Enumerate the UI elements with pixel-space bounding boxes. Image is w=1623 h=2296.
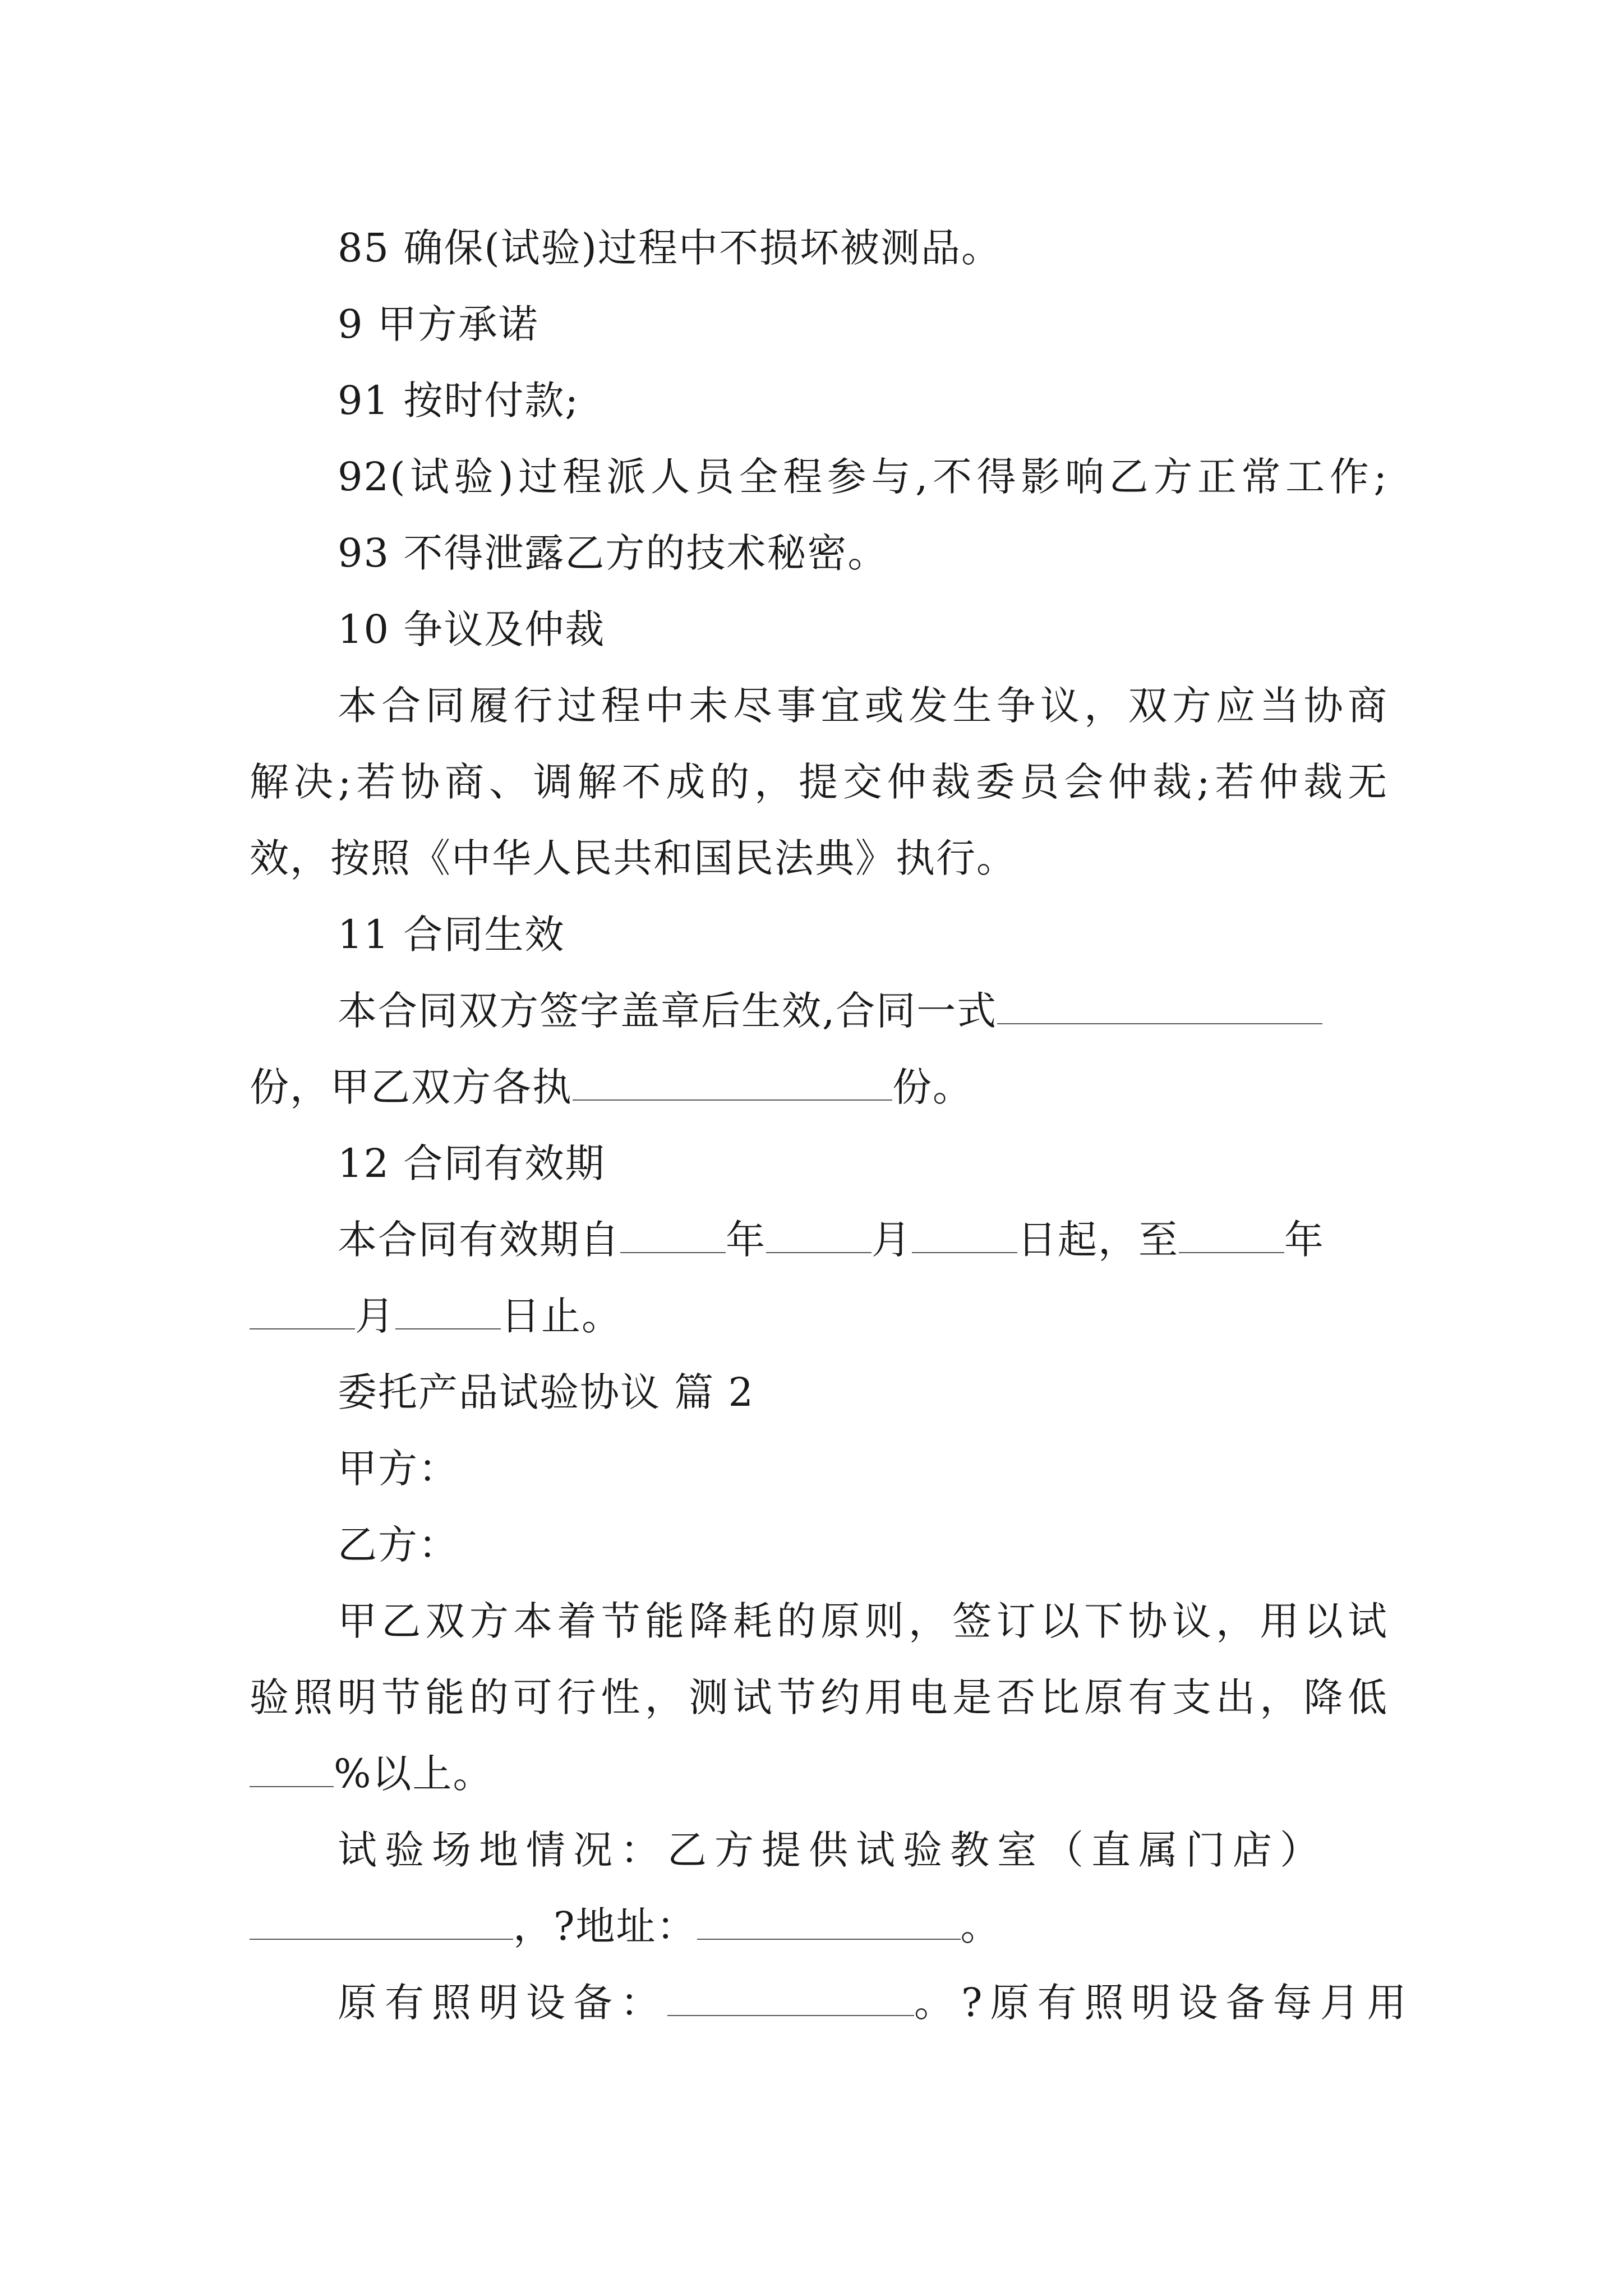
dispute-paragraph-line-2: 解决;若协商、调解不成的，提交仲裁委员会仲裁;若仲裁无	[250, 759, 1388, 805]
effect-text: 本合同双方签字盖章后生效,合同一式	[338, 988, 998, 1034]
copies-blank	[997, 988, 1322, 1024]
site-info-line-2	[250, 1901, 1388, 1952]
end-day-label: 日止。	[501, 1293, 622, 1339]
end-year-blank	[1179, 1217, 1284, 1253]
percent-text: %以上。	[334, 1751, 494, 1797]
intro-paragraph-line-3	[250, 1749, 1388, 1799]
party-a-label: 甲方：	[338, 1446, 459, 1492]
party-b-label: 乙方：	[338, 1522, 459, 1568]
agreement-2-title: 委托产品试验协议 篇 2	[338, 1369, 755, 1415]
end-month-label: 月	[355, 1293, 395, 1339]
address-blank	[697, 1904, 961, 1940]
effect-paragraph-line-1	[338, 986, 1388, 1036]
monthly-usage-text: 。?原有照明设备每月用	[914, 1980, 1414, 2026]
section-9-heading: 9 甲方承诺	[338, 301, 539, 347]
clause-9-1: 91 按时付款;	[338, 378, 579, 424]
address-label: ，?地址：	[513, 1903, 697, 1949]
dispute-paragraph-line-3: 效，按照《中华人民共和国民法典》执行。	[250, 835, 1017, 881]
section-12-heading: 12 合同有效期	[338, 1140, 606, 1186]
end-day-blank	[395, 1294, 501, 1329]
dispute-paragraph-line-1: 本合同履行过程中未尽事宜或发生争议，双方应当协商	[338, 683, 1388, 729]
clause-9-3: 93 不得泄露乙方的技术秘密。	[338, 530, 888, 576]
percent-blank	[250, 1751, 334, 1787]
section-10-heading: 10 争议及仲裁	[338, 606, 606, 652]
validity-line-1	[338, 1214, 1388, 1265]
equipment-line	[338, 1977, 1414, 2028]
validity-from-text: 本合同有效期自	[338, 1217, 620, 1263]
month-label: 月	[872, 1217, 912, 1263]
copies-each-blank	[573, 1065, 892, 1101]
each-holds-text: 份，甲乙双方各执	[250, 1064, 573, 1110]
start-day-blank	[912, 1217, 1017, 1253]
end-month-blank	[250, 1294, 355, 1329]
equipment-blank	[667, 1980, 914, 2016]
intro-paragraph-line-2: 验照明节能的可行性，测试节约用电是否比原有支出，降低	[250, 1674, 1388, 1720]
day-to-label: 日起，至	[1017, 1217, 1179, 1263]
clause-8-5: 85 确保(试验)过程中不损坏被测品。	[338, 225, 1002, 271]
validity-line-2	[250, 1291, 1388, 1341]
start-month-blank	[766, 1217, 872, 1253]
end-year-label: 年	[1284, 1217, 1325, 1263]
equipment-label: 原有照明设备：	[338, 1980, 667, 2026]
site-info-line-1: 试验场地情况：乙方提供试验教室（直属门店）	[338, 1827, 1327, 1873]
classroom-blank	[250, 1904, 513, 1940]
intro-paragraph-line-1: 甲乙双方本着节能降耗的原则，签订以下协议，用以试	[338, 1598, 1388, 1644]
section-11-heading: 11 合同生效	[338, 912, 565, 958]
address-end: 。	[960, 1903, 1001, 1949]
clause-9-2: 92(试验)过程派人员全程参与,不得影响乙方正常工作;	[338, 454, 1388, 500]
copies-unit: 份。	[892, 1064, 973, 1110]
effect-paragraph-line-2	[250, 1062, 1388, 1112]
year-label: 年	[726, 1217, 766, 1263]
start-year-blank	[620, 1217, 726, 1253]
